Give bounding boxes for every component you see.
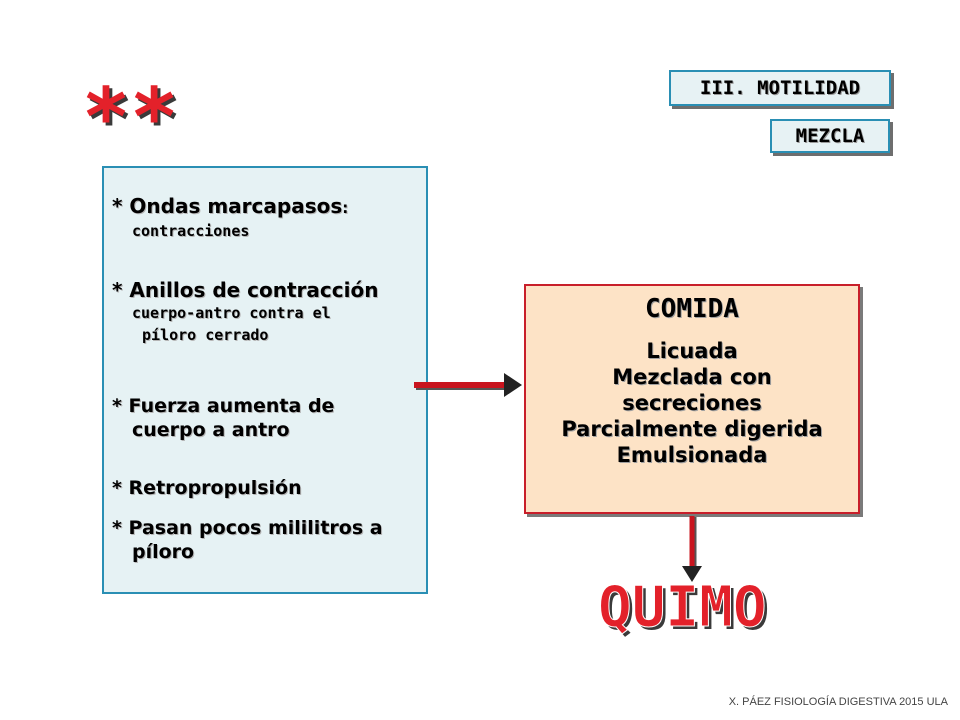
- down-arrow: [682, 516, 702, 582]
- emphasis-marker: **: [82, 71, 179, 164]
- list-item-head: * Ondas marcapasos: [112, 194, 343, 218]
- list-item-sub: cuerpo-antro contra el: [132, 304, 331, 322]
- list-item-head: * Pasan pocos mililitros a: [112, 517, 383, 539]
- food-line: Emulsionada: [616, 443, 768, 467]
- list-item-sub: píloro cerrado: [142, 326, 269, 344]
- result-label: QUIMO: [598, 575, 767, 640]
- food-line: Mezclada con: [612, 365, 772, 389]
- food-line: Licuada: [646, 339, 738, 363]
- list-item-head: * Retropropulsión: [112, 477, 302, 499]
- section-badge-label: III. MOTILIDAD: [699, 77, 861, 99]
- topic-badge-label: MEZCLA: [795, 125, 865, 147]
- food-line: Parcialmente digerida: [561, 417, 823, 441]
- right-arrow: [414, 373, 522, 397]
- list-item-colon: :: [342, 199, 349, 217]
- list-item-sub: contracciones: [132, 222, 250, 240]
- list-item-head: * Anillos de contracción: [112, 278, 379, 302]
- food-box-title: COMIDA: [645, 294, 739, 324]
- list-item-continuation: píloro: [132, 541, 195, 563]
- food-line: secreciones: [622, 391, 762, 415]
- list-item-continuation: cuerpo a antro: [132, 419, 290, 441]
- footer-credit: X. PÁEZ FISIOLOGÍA DIGESTIVA 2015 ULA: [728, 696, 948, 708]
- list-item-head: * Fuerza aumenta de: [112, 395, 335, 417]
